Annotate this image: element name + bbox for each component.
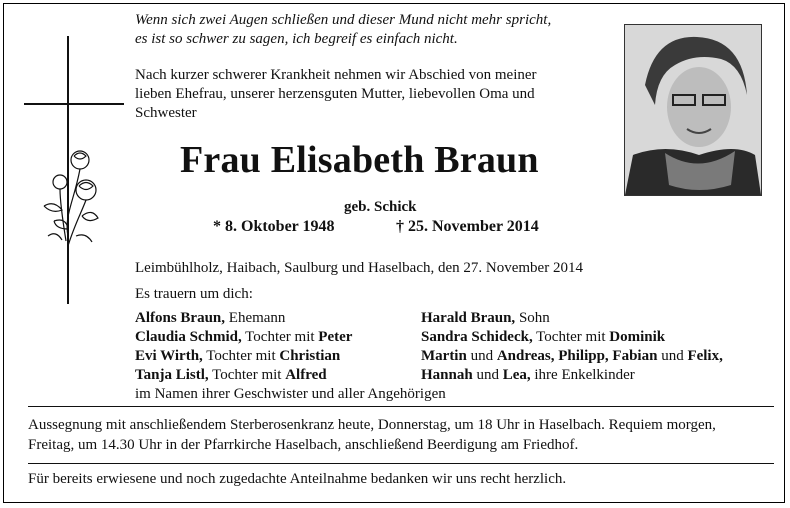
- death-date: † 25. November 2014: [396, 218, 539, 235]
- divider: [28, 406, 774, 407]
- mourner-entry: Harald Braun, Sohn: [421, 310, 550, 326]
- poem-line: Wenn sich zwei Augen schließen und dieser Mund nicht mehr spricht,: [135, 12, 552, 28]
- mourner-entry: Tanja Listl, Tochter mit Alfred: [135, 367, 327, 383]
- divider: [28, 463, 774, 464]
- portrait-photo: [624, 24, 762, 196]
- cross-with-roses-icon: [24, 36, 124, 306]
- grandchildren-line: Martin und Andreas, Philipp, Fabian und Felix,: [421, 348, 723, 364]
- birth-date: * 8. Oktober 1948: [213, 218, 335, 235]
- maiden-name: geb. Schick: [344, 199, 417, 215]
- relatives-line: im Namen ihrer Geschwister und aller Angehörigen: [135, 386, 446, 402]
- mourner-entry: Alfons Braun, Ehemann: [135, 310, 286, 326]
- mourn-intro: Es trauern um dich:: [135, 286, 253, 302]
- grandchildren-line: Hannah und Lea, ihre Enkelkinder: [421, 367, 635, 383]
- poem-line: es ist so schwer zu sagen, ich begreif es einfach nicht.: [135, 31, 458, 47]
- intro-line: Schwester: [135, 105, 197, 121]
- funeral-info: Freitag, um 14.30 Uhr in der Pfarrkirche Haselbach, anschließend Beerdigung am Friedhof.: [28, 437, 579, 453]
- thanks-line: Für bereits erwiesene und noch zugedachte Anteilnahme bedanken wir uns recht herzlich.: [28, 471, 567, 487]
- place-date: Leimbühlholz, Haibach, Saulburg und Haselbach, den 27. November 2014: [135, 260, 583, 276]
- mourner-entry: Evi Wirth, Tochter mit Christian: [135, 348, 341, 364]
- mourner-entry: Sandra Schideck, Tochter mit Dominik: [421, 329, 666, 345]
- deceased-name: Frau Elisabeth Braun: [180, 139, 539, 181]
- funeral-info: Aussegnung mit anschließendem Sterberosenkranz heute, Donnerstag, um 18 Uhr in Haselbach. Requiem morgen,: [28, 417, 716, 433]
- mourner-entry: Claudia Schmid, Tochter mit Peter: [135, 329, 353, 345]
- intro-line: lieben Ehefrau, unserer herzensguten Mutter, liebevollen Oma und: [135, 86, 535, 102]
- intro-line: Nach kurzer schwerer Krankheit nehmen wir Abschied von meiner: [135, 67, 537, 83]
